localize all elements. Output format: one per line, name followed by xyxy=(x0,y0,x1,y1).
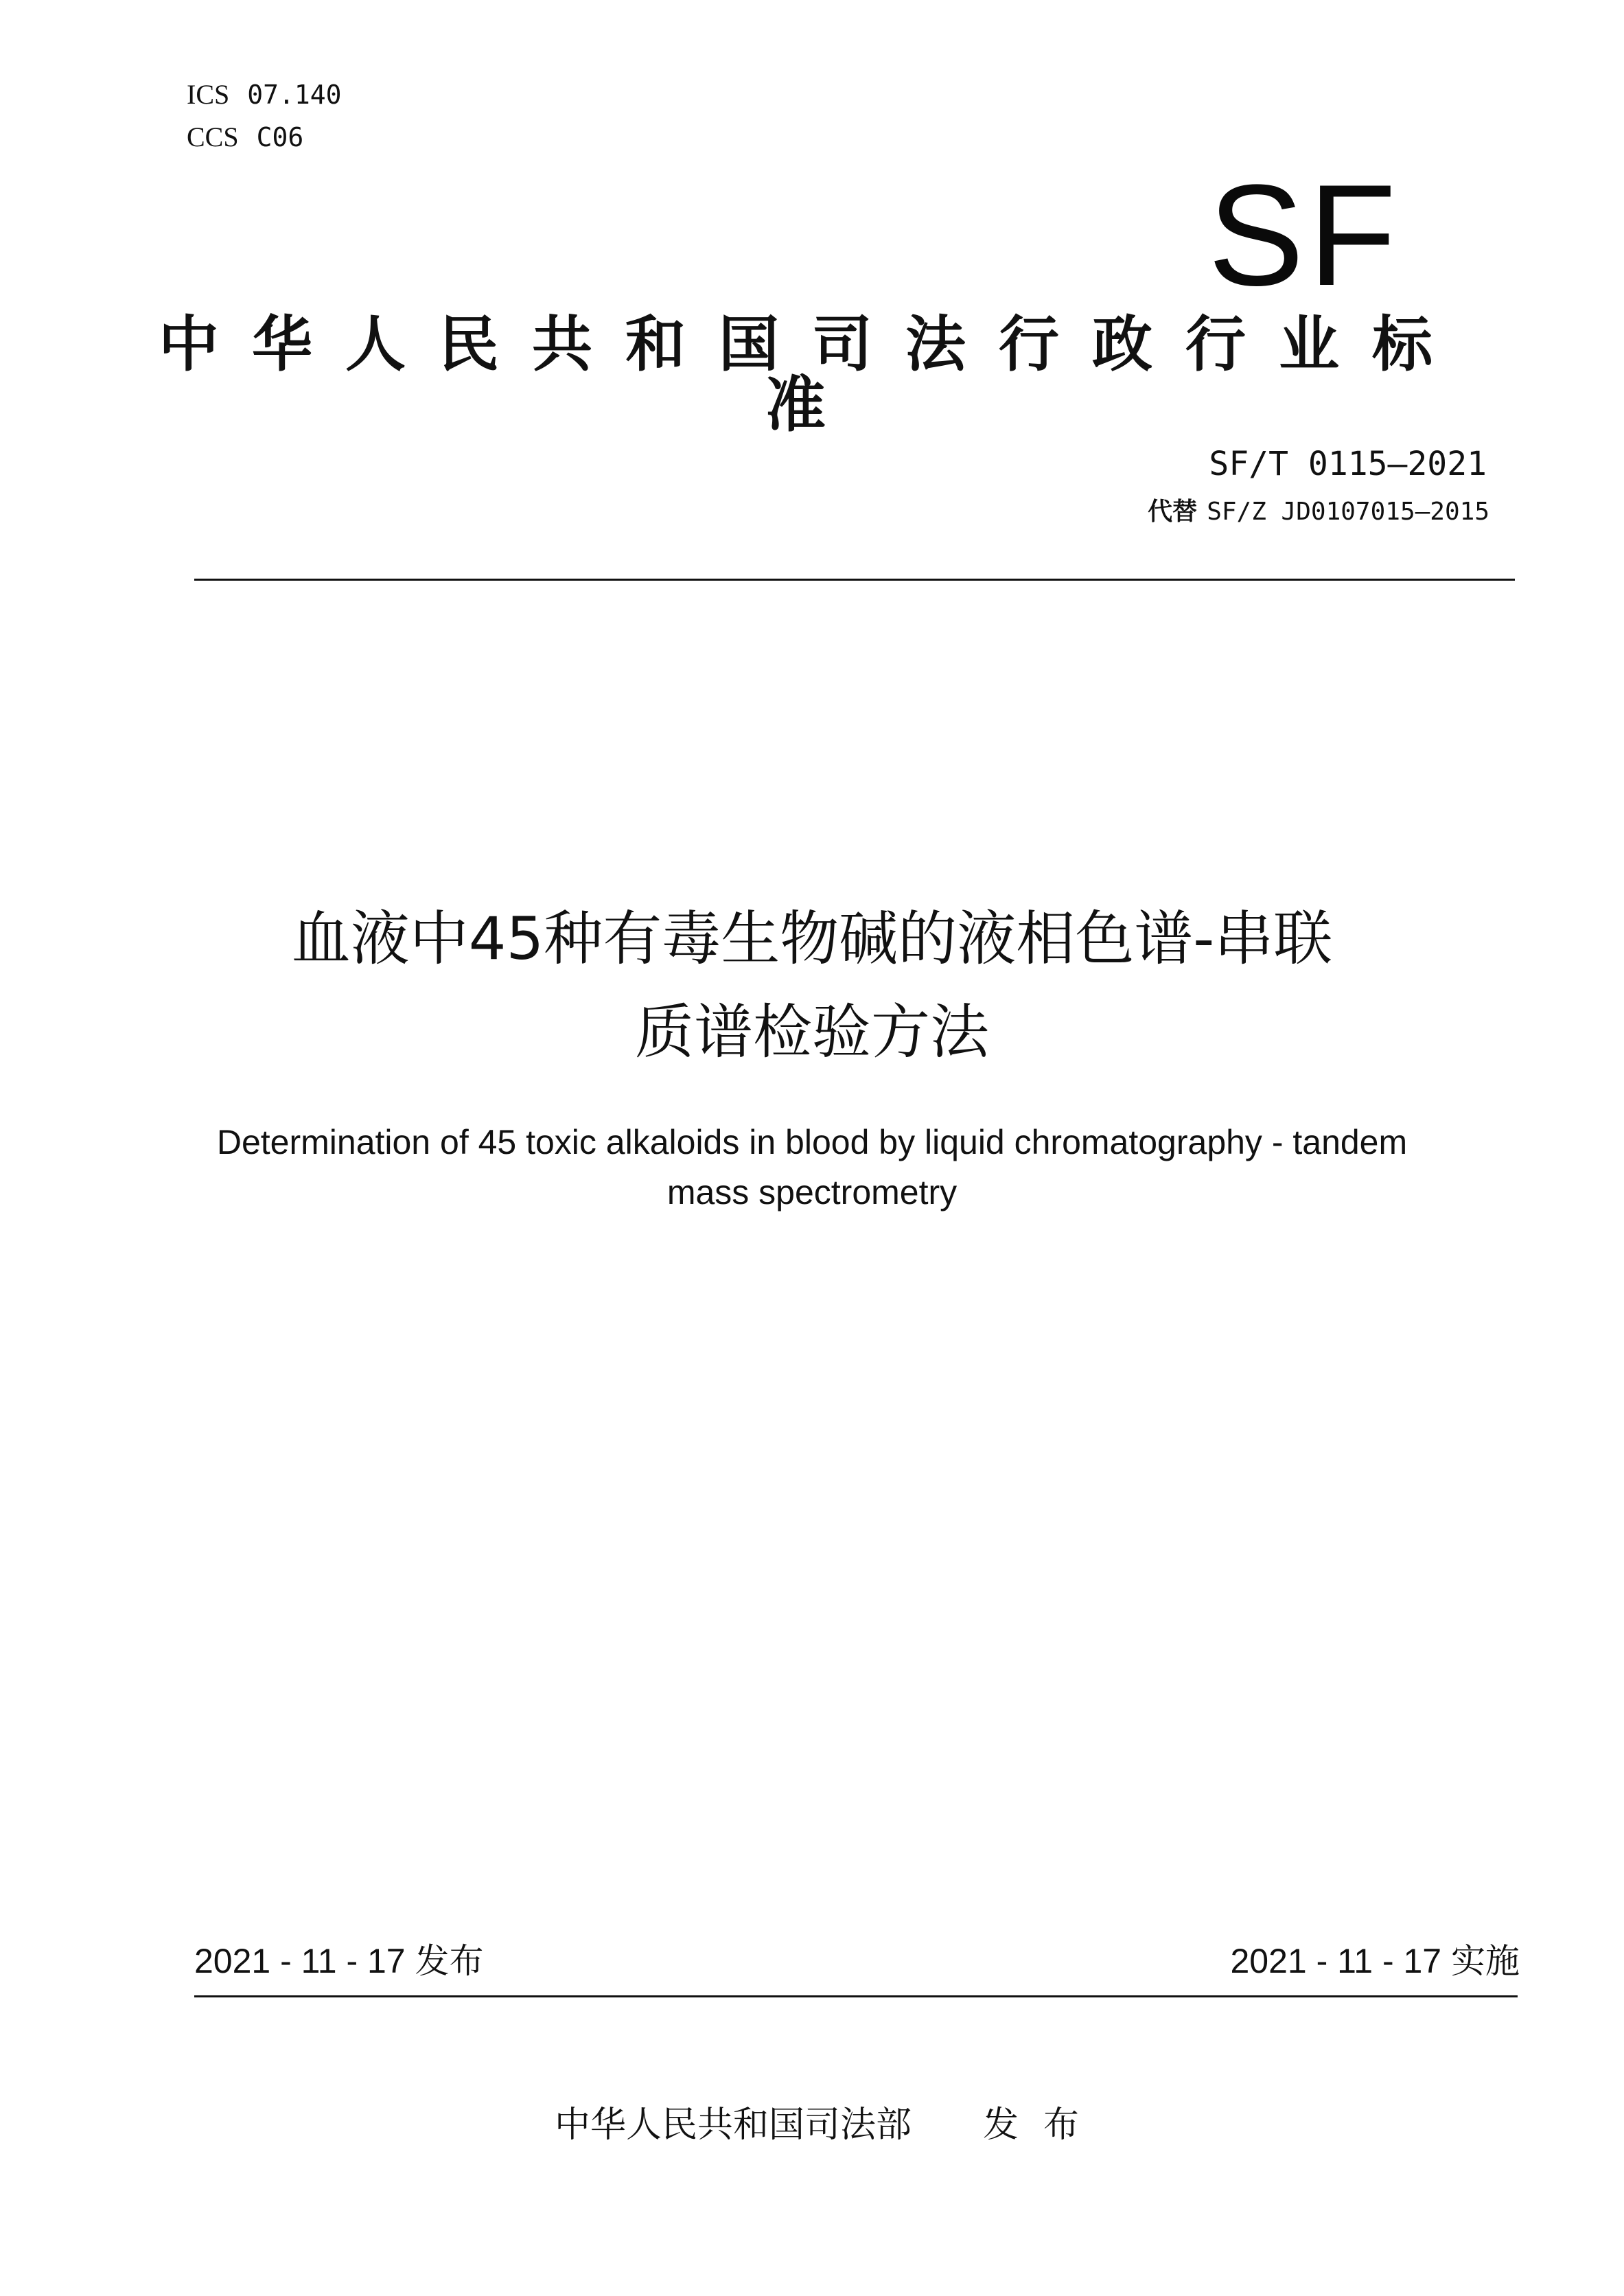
implementation-date: 2021 - 11 - 17 实施 xyxy=(1230,1942,1520,1980)
standard-category-title: 中华人民共和国司法行政行业标准 xyxy=(158,309,1465,440)
ics-code xyxy=(187,81,342,108)
title-english-line-2: mass spectrometry xyxy=(666,1173,958,1211)
replaces-line xyxy=(1148,500,1489,524)
bottom-divider xyxy=(194,1995,1518,1997)
ics-value: 07.140 xyxy=(247,80,342,110)
ics-label: ICS xyxy=(187,79,230,110)
ccs-label: CCS xyxy=(187,121,239,152)
issue-date: 2021 - 11 - 17 发布 xyxy=(194,1942,484,1980)
replaces-number: SF/Z JD0107015—2015 xyxy=(1207,498,1489,526)
title-chinese-line-1: 血液中45种有毒生物碱的液相色谱-串联 xyxy=(291,905,1333,973)
title-english-line-1: Determination of 45 toxic alkaloids in blood by liquid chromatography - tandem xyxy=(216,1123,1408,1161)
issuer-line xyxy=(555,2104,1104,2146)
ccs-code xyxy=(187,121,304,152)
standard-number: SF/T 0115—2021 xyxy=(1209,445,1487,483)
issue-verb: 发布 xyxy=(983,2104,1104,2146)
issuer-name: 中华人民共和国司法部 xyxy=(555,2104,912,2146)
sf-logo: SF xyxy=(1207,154,1401,316)
replaces-prefix: 代替 xyxy=(1148,498,1198,526)
title-chinese xyxy=(137,892,1487,1079)
title-chinese-line-2: 质谱检验方法 xyxy=(635,998,989,1067)
title-english xyxy=(178,1117,1446,1218)
top-divider xyxy=(194,579,1515,581)
ccs-value: C06 xyxy=(256,122,304,152)
